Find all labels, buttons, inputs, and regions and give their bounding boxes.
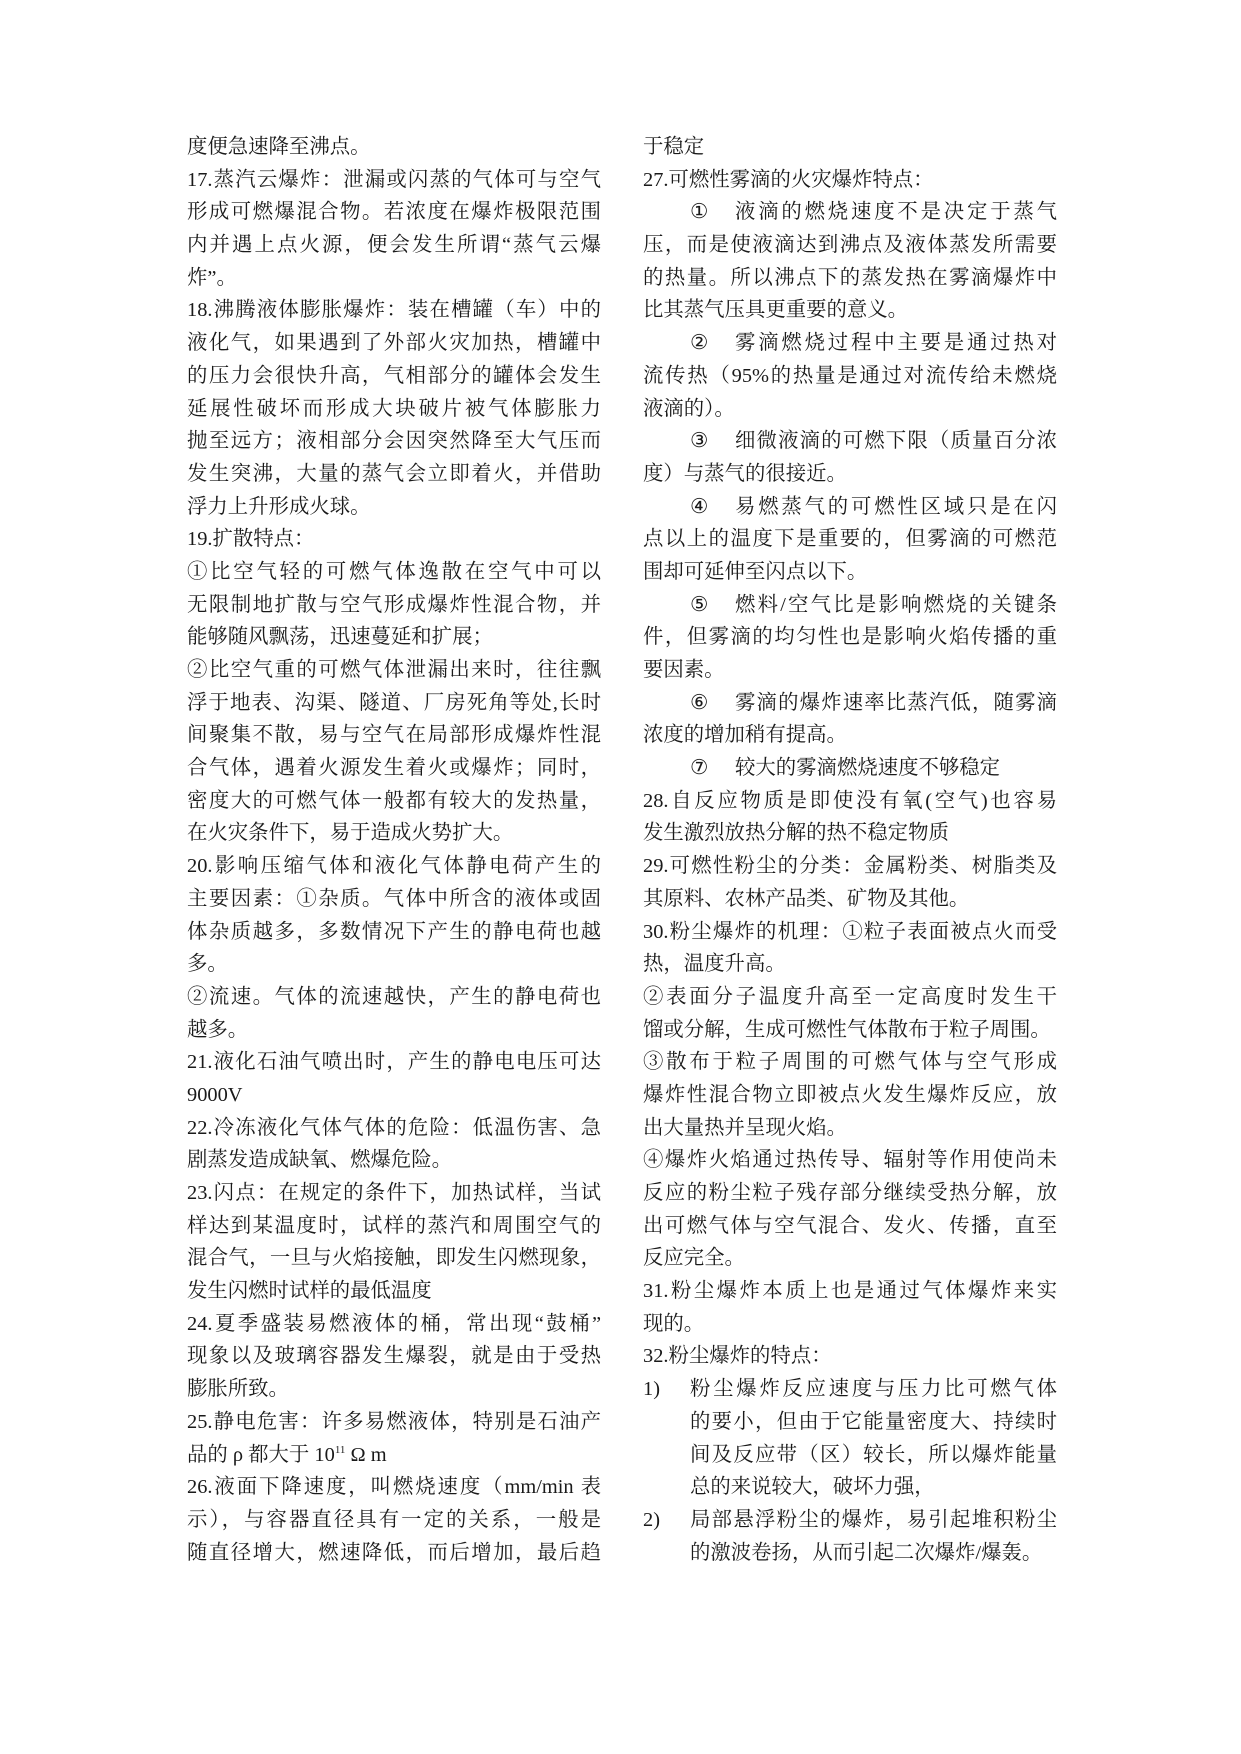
text-line: 19.扩散特点： — [187, 528, 315, 551]
text-line: ②表面分子温度升高至一定高度时发生干 — [643, 985, 1057, 1008]
text-line: 出可燃气体与空气混合、发火、传播，直至 — [643, 1214, 1057, 1237]
list-marker: ⑦ — [690, 757, 709, 780]
text-line: 在火灾条件下，易于造成火势扩大。 — [187, 822, 514, 845]
text-line: 能够随风飘荡，迅速蔓延和扩展； — [187, 626, 493, 649]
text-line: 31.粉尘爆炸本质上也是通过气体爆炸来实 — [643, 1280, 1057, 1303]
list-marker: ⑤ — [690, 593, 709, 616]
text-line: 发生突沸，大量的蒸气会立即着火，并借助 — [187, 462, 601, 485]
text-line: 28.自反应物质是即使没有氧(空气)也容易 — [643, 789, 1057, 812]
list-item-text: 局部悬浮粉尘的爆炸，易引起堆积粉尘 — [690, 1508, 1057, 1531]
right-text-column — [643, 131, 1057, 1569]
text-line: 爆炸性混合物立即被点火发生爆炸反应，放 — [643, 1083, 1057, 1106]
text-line: 液滴的）。 — [643, 397, 735, 420]
text-line: 22.冷冻液化气体气体的危险：低温伤害、急 — [187, 1116, 601, 1139]
text-line: 馏或分解，生成可燃性气体散布于粒子周围。 — [643, 1018, 1051, 1041]
text-line: 多。 — [187, 953, 228, 976]
text-line: 形成可燃爆混合物。若浓度在爆炸极限范围 — [187, 201, 601, 224]
text-line: ③散布于粒子周围的可燃气体与空气形成 — [643, 1051, 1057, 1074]
text-line: 的压力会很快升高，气相部分的罐体会发生 — [187, 364, 601, 387]
list-item-text: 易燃蒸气的可燃性区域只是在闪 — [735, 495, 1057, 518]
text-line: 随直径增大，燃速降低，而后增加，最后趋 — [187, 1541, 601, 1564]
list-marker: ⑥ — [690, 691, 709, 714]
text-line: 样达到某温度时，试样的蒸汽和周围空气的 — [187, 1214, 601, 1237]
text-line: 比其蒸气压具更重要的意义。 — [643, 299, 909, 322]
text-line: 23.闪点：在规定的条件下，加热试样，当试 — [187, 1182, 601, 1204]
list-item-line — [643, 327, 1057, 360]
text-line: 炸”。 — [187, 266, 237, 289]
text-line: 总的来说较大，破坏力强， — [690, 1476, 935, 1499]
text-line: 抛至远方；液相部分会因突然降至大气压而 — [187, 430, 601, 453]
list-marker: ② — [690, 332, 709, 355]
text-line: 20.影响压缩气体和液化气体静电荷产生的 — [187, 855, 601, 878]
list-item-line — [643, 589, 1057, 622]
text-line: 流传热（95%的热量是通过对流传给未燃烧 — [643, 364, 1057, 387]
text-line: 24.夏季盛装易燃液体的桶，常出现“鼓桶” — [187, 1312, 601, 1335]
list-marker: ③ — [690, 430, 709, 453]
text-line: 现的。 — [643, 1312, 705, 1335]
unit-text: Ω m — [345, 1443, 387, 1466]
text-line: ②比空气重的可燃气体泄漏出来时，往往飘 — [187, 659, 601, 681]
list-marker: 1) — [643, 1378, 660, 1401]
text-line: 热，温度升高。 — [643, 953, 786, 976]
text-line: ①比空气轻的可燃气体逸散在空气中可以 — [187, 560, 601, 583]
text-line: 间聚集不散，易与空气在局部形成爆炸性混 — [187, 724, 601, 747]
list-item-text: 较大的雾滴燃烧速度不够稳定 — [735, 757, 1001, 780]
list-item-line — [643, 687, 1057, 720]
text-line: 间及反应带（区）较长，所以爆炸能量 — [690, 1443, 1057, 1466]
text-line: 29.可燃性粉尘的分类：金属粉类、树脂类及 — [643, 855, 1057, 878]
text-line: 件，但雾滴的均匀性也是影响火焰传播的重 — [643, 626, 1057, 649]
text-line: 出大量热并呈现火焰。 — [643, 1116, 847, 1139]
list-marker: ④ — [690, 495, 709, 518]
text-line: 32.粉尘爆炸的特点： — [643, 1345, 832, 1368]
text-line: ④爆炸火焰通过热传导、辐射等作用使尚未 — [643, 1149, 1057, 1172]
list-item-line — [643, 752, 1057, 785]
list-item-line — [643, 1373, 1057, 1406]
list-item-line — [643, 425, 1057, 458]
text-line: 9000V — [187, 1083, 243, 1106]
text-line — [187, 1439, 601, 1472]
line-text: 品的 ρ 都大于 10 — [187, 1443, 335, 1466]
text-line: 17.蒸汽云爆炸：泄漏或闪蒸的气体可与空气 — [187, 168, 601, 191]
text-line: 的热量。所以沸点下的蒸发热在雾滴爆炸中 — [643, 266, 1057, 289]
text-line: 要因素。 — [643, 659, 725, 681]
text-line: 现象以及玻璃容器发生爆裂，就是由于受热 — [187, 1345, 601, 1368]
text-line: 的要小，但由于它能量密度大、持续时 — [690, 1410, 1057, 1433]
text-line: 21.液化石油气喷出时，产生的静电电压可达 — [187, 1051, 601, 1074]
text-line: 液化气，如果遇到了外部火灾加热，槽罐中 — [187, 332, 601, 355]
list-item-line — [643, 1504, 1057, 1537]
text-line: 围却可延伸至闪点以下。 — [643, 560, 868, 583]
text-line: 合气体，遇着火源发生着火或爆炸；同时， — [187, 757, 601, 780]
left-text-column — [187, 131, 601, 1569]
text-line: 点以上的温度下是重要的，但雾滴的可燃范 — [643, 528, 1057, 551]
text-line: 膨胀所致。 — [187, 1378, 289, 1401]
list-item-line — [643, 196, 1057, 229]
list-item-text: 粉尘爆炸反应速度与压力比可燃气体 — [690, 1378, 1057, 1401]
text-line: 密度大的可燃气体一般都有较大的发热量， — [187, 789, 601, 812]
list-item-text: 雾滴燃烧过程中主要是通过热对 — [735, 332, 1057, 355]
text-line: 剧蒸发造成缺氧、燃爆危险。 — [187, 1149, 453, 1172]
text-line: 30.粉尘爆炸的机理：①粒子表面被点火而受 — [643, 920, 1057, 943]
superscript-exponent: 11 — [334, 1443, 346, 1456]
text-line: 18.沸腾液体膨胀爆炸：装在槽罐（车）中的 — [187, 299, 601, 322]
text-line: 26.液面下降速度，叫燃烧速度（mm/min 表 — [187, 1476, 601, 1499]
text-line: 浮力上升形成火球。 — [187, 495, 371, 518]
list-item-text: 燃料/空气比是影响燃烧的关键条 — [735, 593, 1057, 616]
text-line: 的激波卷扬，从而引起二次爆炸/爆轰。 — [690, 1541, 1043, 1564]
text-line: 延展性破坏而形成大块破片被气体膨胀力 — [187, 397, 601, 420]
list-item-line — [643, 491, 1057, 524]
text-line: 于稳定 — [643, 136, 705, 158]
list-item-text: 雾滴的爆炸速率比蒸汽低，随雾滴 — [735, 691, 1057, 714]
text-line: 混合气，一旦与火焰接触，即发生闪燃现象， — [187, 1247, 601, 1270]
text-line: 无限制地扩散与空气形成爆炸性混合物，并 — [187, 593, 601, 616]
text-line: 反应完全。 — [643, 1247, 745, 1270]
list-item-text: 细微液滴的可燃下限（质量百分浓 — [735, 430, 1057, 453]
text-line: 浮于地表、沟渠、隧道、厂房死角等处,长时 — [187, 691, 601, 714]
text-line: 发生闪燃时试样的最低温度 — [187, 1280, 432, 1303]
text-line: 27.可燃性雾滴的火灾爆炸特点： — [643, 168, 934, 191]
text-line: 越多。 — [187, 1018, 249, 1041]
text-line: 度）与蒸气的很接近。 — [643, 462, 847, 485]
text-line: 发生激烈放热分解的热不稳定物质 — [643, 822, 949, 845]
text-line: 示），与容器直径具有一定的关系，一般是 — [187, 1508, 601, 1531]
list-item-text: 液滴的燃烧速度不是决定于蒸气 — [735, 201, 1057, 224]
text-line: 主要因素：①杂质。气体中所含的液体或固 — [187, 887, 601, 910]
text-line: 体杂质越多，多数情况下产生的静电荷也越 — [187, 920, 601, 943]
text-line: 浓度的增加稍有提高。 — [643, 724, 847, 747]
text-line: ②流速。气体的流速越快，产生的静电荷也 — [187, 985, 601, 1008]
text-line: 压，而是使液滴达到沸点及液体蒸发所需要 — [643, 234, 1057, 257]
text-line: 25.静电危害：许多易燃液体，特别是石油产 — [187, 1410, 601, 1433]
list-marker: 2) — [643, 1508, 660, 1531]
text-line: 度便急速降至沸点。 — [187, 136, 371, 158]
text-line: 内并遇上点火源，便会发生所谓“蒸气云爆 — [187, 234, 601, 257]
text-line: 其原料、农林产品类、矿物及其他。 — [643, 887, 970, 910]
list-marker: ① — [690, 201, 709, 224]
text-line: 反应的粉尘粒子残存部分继续受热分解，放 — [643, 1182, 1057, 1204]
